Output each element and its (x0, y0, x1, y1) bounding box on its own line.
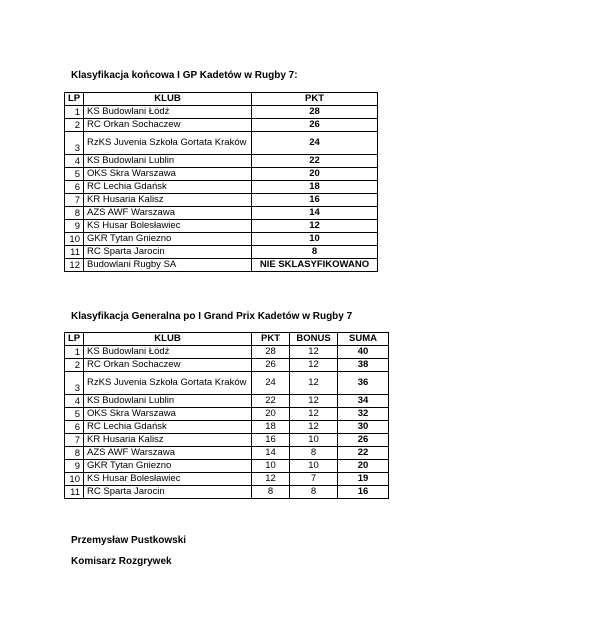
total-cell: 30 (338, 421, 389, 434)
club-cell: KS Budowlani Lublin (84, 155, 252, 168)
rank-cell: 3 (65, 372, 84, 395)
points-cell: 22 (252, 395, 290, 408)
club-cell: RC Sparta Jarocin (84, 246, 252, 259)
signature-role: Komisarz Rozgrywek (71, 556, 172, 567)
total-cell: 32 (338, 408, 389, 421)
rank-cell: 5 (65, 168, 84, 181)
table-row (65, 233, 378, 246)
header-club: KLUB (84, 333, 252, 346)
header-pkt: PKT (252, 333, 290, 346)
table-row (65, 460, 389, 473)
signature-name: Przemysław Pustkowski (71, 535, 187, 546)
total-cell: 38 (338, 359, 389, 372)
bonus-cell: 12 (290, 421, 338, 434)
club-cell: OKS Skra Warszawa (84, 408, 252, 421)
rank-cell: 4 (65, 155, 84, 168)
points-cell: 18 (252, 421, 290, 434)
club-cell: RC Orkan Sochaczew (84, 119, 252, 132)
points-cell: 10 (252, 460, 290, 473)
table-header-row (65, 333, 389, 346)
rank-cell: 3 (65, 132, 84, 155)
bonus-cell: 8 (290, 447, 338, 460)
table-row (65, 119, 378, 132)
rank-cell: 2 (65, 119, 84, 132)
table-row (65, 359, 389, 372)
points-cell: NIE SKLASYFIKOWANO (252, 259, 378, 272)
rank-cell: 9 (65, 220, 84, 233)
table-row (65, 259, 378, 272)
table-row (65, 207, 378, 220)
rank-cell: 12 (65, 259, 84, 272)
rank-cell: 11 (65, 246, 84, 259)
points-cell: 14 (252, 207, 378, 220)
header-lp: LP (65, 93, 84, 106)
club-cell: KR Husaria Kalisz (84, 194, 252, 207)
table-row (65, 246, 378, 259)
rank-cell: 5 (65, 408, 84, 421)
header-bonus: BONUS (290, 333, 338, 346)
table-header-row (65, 93, 378, 106)
rank-cell: 4 (65, 395, 84, 408)
points-cell: 16 (252, 434, 290, 447)
rank-cell: 6 (65, 421, 84, 434)
points-cell: 10 (252, 233, 378, 246)
rank-cell: 8 (65, 207, 84, 220)
rank-cell: 1 (65, 346, 84, 359)
header-suma: SUMA (338, 333, 389, 346)
table-row (65, 181, 378, 194)
club-cell: KS Husar Bolesławiec (84, 473, 252, 486)
table-row (65, 220, 378, 233)
bonus-cell: 10 (290, 460, 338, 473)
table-row (65, 473, 389, 486)
rank-cell: 2 (65, 359, 84, 372)
club-cell: KS Budowlani Łódź (84, 346, 252, 359)
points-cell: 12 (252, 220, 378, 233)
points-cell: 28 (252, 346, 290, 359)
bonus-cell: 12 (290, 395, 338, 408)
table-row (65, 346, 389, 359)
points-cell: 18 (252, 181, 378, 194)
table-row (65, 372, 389, 395)
total-cell: 34 (338, 395, 389, 408)
total-cell: 22 (338, 447, 389, 460)
points-cell: 28 (252, 106, 378, 119)
points-cell: 8 (252, 486, 290, 499)
bonus-cell: 10 (290, 434, 338, 447)
total-cell: 16 (338, 486, 389, 499)
table-row (65, 486, 389, 499)
club-cell: RzKS Juvenia Szkoła Gortata Kraków (84, 372, 252, 395)
bonus-cell: 8 (290, 486, 338, 499)
bonus-cell: 12 (290, 372, 338, 395)
table-row (65, 132, 378, 155)
table-row (65, 168, 378, 181)
points-cell: 22 (252, 155, 378, 168)
points-cell: 24 (252, 372, 290, 395)
points-cell: 8 (252, 246, 378, 259)
table-row (65, 408, 389, 421)
total-cell: 19 (338, 473, 389, 486)
table-row (65, 155, 378, 168)
points-cell: 12 (252, 473, 290, 486)
club-cell: KS Budowlani Łódź (84, 106, 252, 119)
club-cell: RzKS Juvenia Szkoła Gortata Kraków (84, 132, 252, 155)
club-cell: RC Sparta Jarocin (84, 486, 252, 499)
points-cell: 16 (252, 194, 378, 207)
rank-cell: 7 (65, 434, 84, 447)
rank-cell: 10 (65, 473, 84, 486)
total-cell: 26 (338, 434, 389, 447)
points-cell: 14 (252, 447, 290, 460)
bonus-cell: 12 (290, 408, 338, 421)
rank-cell: 11 (65, 486, 84, 499)
final-classification-table (64, 92, 378, 272)
club-cell: AZS AWF Warszawa (84, 207, 252, 220)
club-cell: KS Budowlani Lublin (84, 395, 252, 408)
club-cell: RC Lechia Gdańsk (84, 181, 252, 194)
club-cell: RC Lechia Gdańsk (84, 421, 252, 434)
club-cell: GKR Tytan Gniezno (84, 233, 252, 246)
bonus-cell: 7 (290, 473, 338, 486)
rank-cell: 7 (65, 194, 84, 207)
general-classification-table (64, 332, 389, 499)
table-row (65, 434, 389, 447)
total-cell: 20 (338, 460, 389, 473)
club-cell: RC Orkan Sochaczew (84, 359, 252, 372)
points-cell: 26 (252, 119, 378, 132)
points-cell: 20 (252, 168, 378, 181)
bonus-cell: 12 (290, 359, 338, 372)
points-cell: 20 (252, 408, 290, 421)
table-row (65, 447, 389, 460)
rank-cell: 10 (65, 233, 84, 246)
club-cell: KR Husaria Kalisz (84, 434, 252, 447)
rank-cell: 9 (65, 460, 84, 473)
header-pkt: PKT (252, 93, 378, 106)
table2-title: Klasyfikacja Generalna po I Grand Prix Kadetów w Rugby 7 (71, 311, 353, 322)
table-row (65, 194, 378, 207)
club-cell: GKR Tytan Gniezno (84, 460, 252, 473)
table-row (65, 106, 378, 119)
club-cell: AZS AWF Warszawa (84, 447, 252, 460)
total-cell: 36 (338, 372, 389, 395)
rank-cell: 1 (65, 106, 84, 119)
points-cell: 24 (252, 132, 378, 155)
rank-cell: 6 (65, 181, 84, 194)
club-cell: KS Husar Bolesławiec (84, 220, 252, 233)
table-row (65, 395, 389, 408)
header-club: KLUB (84, 93, 252, 106)
table1-title: Klasyfikacja końcowa I GP Kadetów w Rugby 7: (71, 70, 298, 81)
rank-cell: 8 (65, 447, 84, 460)
club-cell: Budowlani Rugby SA (84, 259, 252, 272)
points-cell: 26 (252, 359, 290, 372)
table-row (65, 421, 389, 434)
bonus-cell: 12 (290, 346, 338, 359)
header-lp: LP (65, 333, 84, 346)
total-cell: 40 (338, 346, 389, 359)
club-cell: OKS Skra Warszawa (84, 168, 252, 181)
